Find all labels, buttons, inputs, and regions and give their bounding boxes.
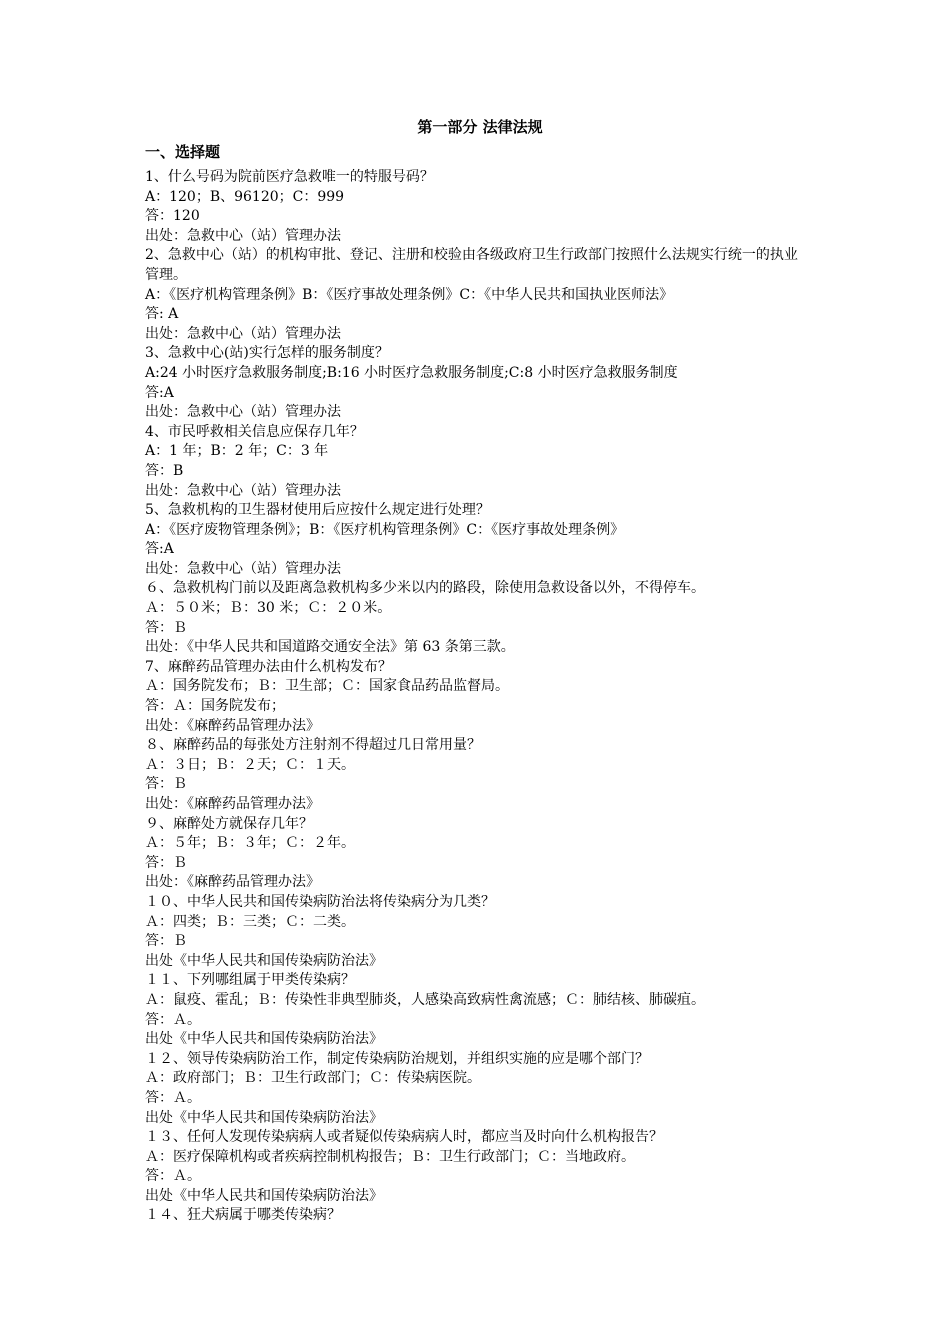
source-line: 出处：《麻醉药品管理办法》: [145, 874, 320, 891]
question-line: １１、下列哪组属于甲类传染病？: [145, 972, 355, 989]
options-line: Ａ：５０米；Ｂ：30 米；Ｃ：２０米。: [145, 600, 392, 617]
options-line: Ａ：３日；Ｂ：２天；Ｃ：１天。: [145, 756, 355, 773]
source-line: 出处《中华人民共和国传染病防治法》: [145, 1109, 383, 1126]
options-line: Ａ：四类；Ｂ：三类；Ｃ：二类。: [145, 913, 355, 930]
answer-line: 答：Ａ。: [145, 1089, 201, 1106]
source-line: 出处：急救中心（站）管理办法: [145, 227, 341, 244]
options-line: Ａ：５年；Ｂ：３年；Ｃ：２年。: [145, 835, 355, 852]
source-line: 出处《中华人民共和国传染病防治法》: [145, 952, 383, 969]
source-line: 出处《中华人民共和国传染病防治法》: [145, 1031, 383, 1048]
section-heading: 一、选择题: [145, 143, 221, 161]
question-line: １０、中华人民共和国传染病防治法将传染病分为几类？: [145, 893, 495, 910]
question-line: １３、任何人发现传染病病人或者疑似传染病病人时，都应当及时向什么机构报告？: [145, 1129, 663, 1146]
question-line: 7、麻醉药品管理办法由什么机构发布？: [145, 658, 392, 675]
source-line: 出处：《中华人民共和国道路交通安全法》第 63 条第三款。: [145, 639, 515, 656]
source-line: 出处：《麻醉药品管理办法》: [145, 717, 320, 734]
answer-line: 答：Ｂ: [145, 619, 187, 636]
source-line: 出处：急救中心（站）管理办法: [145, 404, 341, 421]
answer-line: 答：Ｂ: [145, 854, 187, 871]
question-line: １２、领导传染病防治工作，制定传染病防治规划，并组织实施的应是哪个部门？: [145, 1050, 649, 1067]
answer-line: 答:A: [145, 541, 174, 558]
document-page: [145, 114, 815, 1226]
question-line: ６、急救机构门前以及距离急救机构多少米以内的路段，除使用急救设备以外，不得停车。: [145, 580, 705, 597]
question-list: [145, 168, 815, 1226]
source-line: 出处：急救中心（站）管理办法: [145, 560, 341, 577]
options-line: Ａ：医疗保障机构或者疾病控制机构报告；Ｂ：卫生行政部门；Ｃ：当地政府。: [145, 1148, 635, 1165]
answer-line: 答：Ｂ: [145, 776, 187, 793]
question-line: ８、麻醉药品的每张处方注射剂不得超过几日常用量？: [145, 737, 481, 754]
options-line: Ａ：鼠疫、霍乱；Ｂ：传染性非典型肺炎，人感染高致病性禽流感；Ｃ：肺结核、肺碳疽。: [145, 991, 705, 1008]
question-line: 3、急救中心(站)实行怎样的服务制度？: [145, 345, 389, 362]
answer-line: 答：120: [145, 208, 200, 225]
source-line: 出处：急救中心（站）管理办法: [145, 325, 341, 342]
options-line: Ａ：国务院发布；Ｂ：卫生部；Ｃ：国家食品药品监督局。: [145, 678, 509, 695]
question-line: １４、狂犬病属于哪类传染病？: [145, 1207, 341, 1224]
question-line: 2、急救中心（站）的机构审批、登记、注册和校验由各级政府卫生行政部门按照什么法规实行统一的执业管理。: [145, 247, 798, 283]
question-line: ９、麻醉处方就保存几年？: [145, 815, 313, 832]
answer-line: 答：Ａ。: [145, 1011, 201, 1028]
options-line: A：1 年；B：2 年；C：3 年: [145, 443, 329, 460]
answer-line: 答：Ａ。: [145, 1168, 201, 1185]
answer-line: 答：B: [145, 462, 184, 479]
answer-line: 答:A: [145, 384, 174, 401]
question-line: 4、市民呼救相关信息应保存几年？: [145, 423, 364, 440]
question-line: 5、急救机构的卫生器材使用后应按什么规定进行处理？: [145, 502, 490, 519]
question-line: 1、什么号码为院前医疗急救唯一的特服号码？: [145, 169, 434, 185]
options-line: A:24 小时医疗急救服务制度;B:16 小时医疗急救服务制度;C:8 小时医疗急救服务制度: [145, 364, 678, 381]
answer-line: 答：Ｂ: [145, 933, 187, 950]
options-line: Ａ：政府部门；Ｂ：卫生行政部门；Ｃ：传染病医院。: [145, 1070, 481, 1087]
source-line: 出处：《麻醉药品管理办法》: [145, 796, 320, 812]
document-title: 第一部分 法律法规: [417, 118, 543, 136]
source-line: 出处：急救中心（站）管理办法: [145, 482, 341, 499]
options-line: A：《医疗机构管理条例》B：《医疗事故处理条例》C：《中华人民共和国执业医师法》: [145, 286, 674, 303]
answer-line: 答：Ａ：国务院发布；: [145, 698, 285, 715]
answer-line: 答: A: [145, 306, 179, 323]
source-line: 出处《中华人民共和国传染病防治法》: [145, 1187, 383, 1204]
options-line: A：《医疗废物管理条例》；B：《医疗机构管理条例》C：《医疗事故处理条例》: [145, 521, 625, 538]
options-line: A：120；B、96120；C：999: [145, 188, 345, 205]
